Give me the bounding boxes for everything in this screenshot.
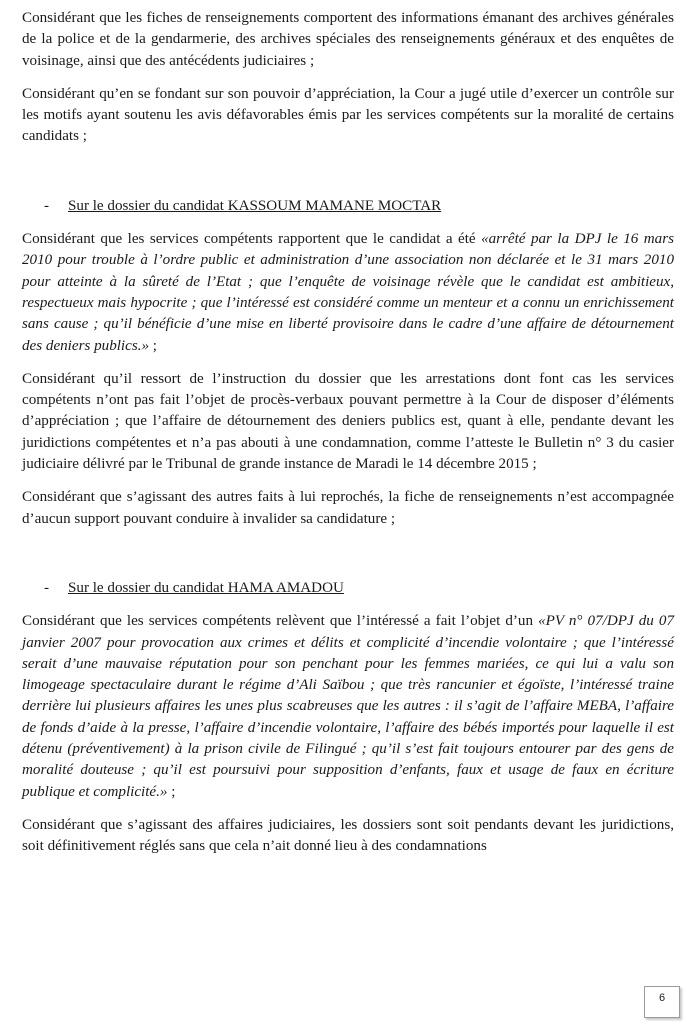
document-page xyxy=(22,8,674,870)
paragraph-controle: Considérant qu’en se fondant sur son pouvoir d’appréciation, la Cour a jugé utile d’exercer un contrôle sur les motifs ayant soutenu les avis défavorables émis par les services compétents sur la moralité de certains candidats ; xyxy=(22,85,674,145)
section-spacer xyxy=(22,160,674,196)
quoted-report: «PV n° 07/DPJ du 07 janvier 2007 pour provocation aux crimes et délits et complicité d’incendie volontaire ; que l’intéressé serait d’une mauvaise réputation pour son penchant pour les femmes mariées, ce qui lui a valu son limogeage spectaculaire durant le régime d’Ali Saïbou ; que très rancunier et égoïste, l’intéressé traine derrière lui plusieurs affaires les unes plus scabreuses que les autres : il s’agit de l’affaire MEBA, l’affaire de fonds d’aide à la presse, l’affaire d’incendie volontaire, l’affaire des bébés importés pour laquelle il est détenu (préventivement) à la prison civile de Filingué ; qu’il s’est fait toujours entourer par des gens de moralité douteuse ; qu’il est poursuivi pour supposition d’enfants, faux et usage de faux en écriture publique et complicité.» xyxy=(22,613,674,800)
section-spacer xyxy=(22,542,674,578)
quoted-report: «arrêté par la DPJ le 16 mars 2010 pour trouble à l’ordre public et administration d’une association non déclarée et le 31 mars 2010 pour atteinte à la sûreté de l’Etat ; que l’enquête de voisinage révèle que le candidat est ambitieux, respectueux mais hypocrite ; que l’intéressé est considéré comme un menteur et a connu un enrichissement sans cause ; qu’il bénéficie d’une mise en liberté provisoire dans le cadre d’une affaire de détournement des deniers publics.» xyxy=(22,231,674,354)
paragraph-fiches: Considérant que les fiches de renseignements comportent des informations émanant des archives générales de la police et de la gendarmerie, des archives spéciales des renseignements généraux et des enquêtes de voisinage, ainsi que des antécédents judiciaires ; xyxy=(22,10,674,69)
page-number-box: 6 xyxy=(644,986,680,1018)
paragraph-lead: Considérant que les services compétents rapportent que le candidat a été xyxy=(22,231,482,248)
heading-prefix: Sur le dossier du candidat xyxy=(68,197,228,214)
paragraph-lead: Considérant que les services compétents relèvent que l’intéressé a fait l’objet d’un xyxy=(22,613,539,630)
candidate-name: KASSOUM MAMANE MOCTAR xyxy=(227,197,442,214)
paragraph-hama-rapport xyxy=(22,611,674,803)
paragraph-kassoum-instruction: Considérant qu’il ressort de l’instruction du dossier que les arrestations dont font cas les services compétents n’ont pas fait l’objet de procès-verbaux pouvant permettre à la Cour de disposer d’éléments d’appréciation ; que l’affaire de détournement des deniers publics est, quant à elle, pendante devant les juridictions compétentes et n’a pas abouti à une condamnation, comme l’atteste le Bulletin n° 3 du casier judiciaire délivré par le Tribunal de grande instance de Maradi le 14 décembre 2015 ; xyxy=(22,370,674,473)
paragraph-kassoum-rapport xyxy=(22,229,674,357)
candidate-name: HAMA AMADOU xyxy=(227,579,344,596)
paragraph-tail: ; xyxy=(167,783,176,800)
paragraph-kassoum-autres-faits: Considérant que s’agissant des autres faits à lui reprochés, la fiche de renseignements n’est accompagnée d’aucun support pouvant conduire à invalider sa candidature ; xyxy=(22,489,674,527)
section-heading-hama xyxy=(22,578,674,599)
paragraph-hama-affaires: Considérant que s’agissant des affaires judiciaires, les dossiers sont soit pendants devant les juridictions, soit définitivement réglés sans que cela n’ait donné lieu à des condamnations xyxy=(22,816,674,855)
section-heading-kassoum xyxy=(22,196,674,217)
paragraph-tail: ; xyxy=(149,337,157,354)
heading-dash: - xyxy=(44,579,50,596)
heading-dash: - xyxy=(44,197,50,214)
heading-prefix: Sur le dossier du candidat xyxy=(68,579,228,596)
